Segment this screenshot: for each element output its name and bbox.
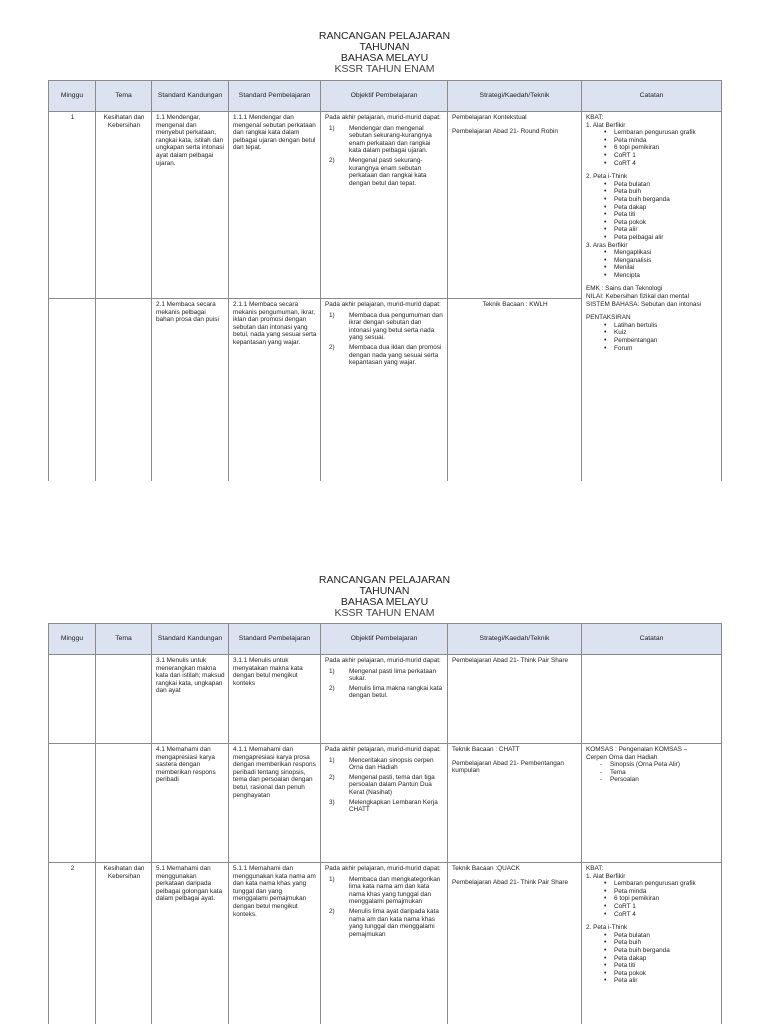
cell-objektif — [321, 744, 448, 863]
cell-catatan — [582, 744, 722, 863]
objective-intro: Pada akhir pelajaran, murid-murid dapat: — [325, 657, 441, 664]
komsas-list — [586, 761, 718, 784]
list-item — [325, 799, 444, 814]
list-item: • Peta buih berganda — [604, 196, 718, 204]
objective-list — [325, 312, 444, 367]
cell-minggu — [49, 655, 96, 744]
item-text: Membaca dua iklan dan promosi dengan nada yang sesuai serta kepantasan yang wajar. — [349, 343, 442, 367]
list-item: - Persoalan — [600, 776, 718, 784]
objective-intro: Pada akhir pelajaran, murid-murid dapat: — [325, 865, 441, 872]
list-item: • Latihan bertulis — [604, 322, 718, 330]
list-item: • CoRT 4 — [604, 911, 718, 919]
list-item: • CoRT 1 — [604, 152, 718, 160]
title-line: BAHASA MELAYU — [340, 596, 429, 608]
list-item: • Peta alir — [604, 977, 718, 985]
item-number: 2) — [329, 684, 335, 692]
list-item: • Peta buih — [604, 939, 718, 947]
list-item: • Peta pokok — [604, 219, 718, 227]
list-item — [325, 876, 444, 906]
item-number: 1) — [329, 124, 335, 132]
cell-standard-kandungan: 3.1 Menulis untuk menerangkan makna kata dan istilah; maksud rangkai kata, ungkapan dan ayat — [152, 655, 229, 744]
lesson-plan-table — [48, 80, 722, 481]
list-item: • Peta bulatan — [604, 181, 718, 189]
title-line-cut: KSSR TAHUN ENAM — [334, 607, 435, 619]
list-item — [325, 125, 444, 155]
strategy-line: Pembelajaran Kontekstual — [452, 114, 527, 121]
list-item: • Lembaran pengurusan grafik — [604, 880, 718, 888]
cell-tema — [96, 299, 152, 481]
item-number: 3) — [329, 798, 335, 806]
objective-intro: Pada akhir pelajaran, murid-murid dapat: — [325, 746, 441, 753]
note-pentaksiran: PENTAKSIRAN — [586, 314, 631, 322]
cell-minggu — [49, 744, 96, 863]
document-title — [48, 30, 721, 75]
document-page-1 — [48, 0, 721, 482]
cell-standard-kandungan: 5.1 Memahami dan menggunakan perkataan daripada pelbagai golongan kata dalam pelbagai ayat. — [152, 863, 229, 1024]
cell-standard-pembelajaran: 3.1.1 Menulis untuk menyatakan makna kata dengan betul mengikut konteks — [229, 655, 321, 744]
list-item — [325, 344, 444, 367]
header-catatan: Catatan — [582, 81, 722, 112]
list-item — [325, 685, 444, 700]
cell-strategi — [448, 744, 582, 863]
objective-list — [325, 876, 444, 939]
cell-catatan — [582, 863, 722, 1024]
list-item: • CoRT 1 — [604, 903, 718, 911]
header-objektif: Objektif Pembelajaran — [321, 81, 448, 112]
item-text: Menulis lima makna rangkai kata dengan betul. — [349, 684, 443, 700]
list-item: • Peta titi — [604, 211, 718, 219]
cell-minggu: 1 — [49, 112, 96, 299]
header-strategi: Strategi/Kaedah/Teknik — [448, 81, 582, 112]
cell-standard-kandungan: 1.1 Mendengar, mengenal dan menyebut perkataan, rangkai kata, istilah dan ungkapan serta intonasi ayat dalam pelbagai ujaran. — [152, 112, 229, 299]
header-standard-pembelajaran: Standard Pembelajaran — [229, 624, 321, 655]
objective-intro: Pada akhir pelajaran, murid-murid dapat: — [325, 301, 441, 308]
alat-berfikir-list — [586, 129, 718, 167]
list-item: • Lembaran pengurusan grafik — [604, 129, 718, 137]
item-number: 2) — [329, 773, 335, 781]
note-sistem-bahasa: SISTEM BAHASA: Sebutan dan intonasi — [586, 300, 702, 308]
cell-tema — [96, 655, 152, 744]
note-nilai: NILAI: Kebersihan fizikal dan mental — [586, 293, 690, 301]
note-alat-berfikir: 1. Alat Berfikir — [586, 121, 626, 129]
header-tema: Tema — [96, 624, 152, 655]
list-item: • Peta pelbagai alir — [604, 234, 718, 242]
list-item: • Peta dakap — [604, 204, 718, 212]
cell-objektif — [321, 655, 448, 744]
item-number: 1) — [329, 311, 335, 319]
note-kbat: KBAT: — [586, 114, 604, 121]
header-objektif: Objektif Pembelajaran — [321, 624, 448, 655]
list-item: • Mencipta — [604, 272, 718, 280]
table-header-row — [49, 624, 722, 655]
item-number: 1) — [329, 667, 335, 675]
list-item: • Peta bulatan — [604, 932, 718, 940]
note-aras-berfikir: 3. Aras Berfikir — [586, 241, 628, 249]
list-item — [325, 908, 444, 938]
list-item: • Menilai — [604, 264, 718, 272]
list-item: • Mengaplikasi — [604, 249, 718, 257]
title-line-cut: KSSR TAHUN ENAM — [334, 63, 435, 75]
header-standard-pembelajaran: Standard Pembelajaran — [229, 81, 321, 112]
item-number: 2) — [329, 343, 335, 351]
list-item — [325, 157, 444, 187]
list-item: • Peta dakap — [604, 955, 718, 963]
item-number: 1) — [329, 875, 335, 883]
cell-minggu: 2 — [49, 863, 96, 1024]
item-text: Mengenal pasti lima perkataan sukar. — [349, 667, 437, 683]
list-item — [325, 757, 444, 772]
strategy-line: Teknik Bacaan :QUACK — [452, 865, 520, 872]
peta-ithink-list — [586, 181, 718, 242]
item-text: Mengenal pasti, tema dan tiga persoalan dalam Pantun Dua Kerat (Nasihat) — [349, 773, 435, 796]
cell-standard-kandungan: 2.1 Membaca secara mekanis pelbagai bahan prosa dan puisi — [152, 299, 229, 481]
cell-standard-pembelajaran: 1.1.1 Mendengar dan mengenal sebutan perkataan dan rangkai kata dalam pelbagai ujaran dengan betul dan tepat. — [229, 112, 321, 299]
list-item: • Peta buih — [604, 188, 718, 196]
header-minggu: Minggu — [49, 624, 96, 655]
list-item — [325, 312, 444, 342]
cell-catatan — [582, 112, 722, 481]
note-alat-berfikir: 1. Alat Berfikir — [586, 872, 626, 880]
item-number: 2) — [329, 907, 335, 915]
item-text: Mendengar dan mengenal sebutan sekurang-kurangnya enam perkataan dan rangkai kata dalam pelbagai ujaran. — [349, 124, 432, 155]
cell-standard-pembelajaran: 2.1.1 Membaca secara mekanis pengumuman, ikrar, iklan dan promosi dengan sebutan dan intonasi yang betul, nada yang sesuai serta kepantasan yang wajar. — [229, 299, 321, 481]
item-text: Menceritakan sinopsis cerpen Orna dan Hadiah — [349, 756, 434, 772]
list-item: • Forum — [604, 345, 718, 353]
strategy-line: Pembelajaran Abad 21- Pembentangan kumpulan — [452, 759, 564, 775]
table-row — [49, 655, 722, 744]
list-item: • Kuiz — [604, 329, 718, 337]
strategy-line: Pembelajaran Abad 21- Round Robin — [452, 127, 558, 135]
lesson-plan-table — [48, 623, 722, 1024]
cell-strategi — [448, 863, 582, 1024]
list-item: • 6 topi pemikiran — [604, 895, 718, 903]
aras-berfikir-list — [586, 249, 718, 279]
list-item: • Peta pokok — [604, 970, 718, 978]
note-peta-ithink: 2. Peta i-Think — [586, 173, 628, 181]
cell-standard-kandungan: 4.1 Memahami dan mengapresiasi karya sastera dengan memberikan respons peribadi — [152, 744, 229, 863]
header-standard-kandungan: Standard Kandungan — [152, 81, 229, 112]
cell-tema — [96, 744, 152, 863]
list-item: • Peta buih berganda — [604, 947, 718, 955]
document-title — [48, 574, 721, 619]
cell-standard-pembelajaran: 4.1.1 Memahami dan mengapresiasi karya prosa dengan memberikan respons peribadi tentang sinopsis, tema dan persoalan dengan betul, rasional dan penuh penghayatan — [229, 744, 321, 863]
header-catatan: Catatan — [582, 624, 722, 655]
header-minggu: Minggu — [49, 81, 96, 112]
objective-list — [325, 125, 444, 188]
objective-intro: Pada akhir pelajaran, murid-murid dapat: — [325, 114, 441, 121]
header-standard-kandungan: Standard Kandungan — [152, 624, 229, 655]
list-item: • 6 topi pemikiran — [604, 144, 718, 152]
cell-tema: Kesihatan dan Kebersihan — [96, 863, 152, 1024]
note-cerpen: Cerpen Orna dan Hadiah — [586, 753, 658, 761]
cell-objektif — [321, 863, 448, 1024]
item-number: 2) — [329, 156, 335, 164]
table-row — [49, 744, 722, 863]
list-item: • Peta minda — [604, 888, 718, 896]
cell-objektif — [321, 299, 448, 481]
title-line: BAHASA MELAYU — [340, 52, 429, 64]
table-row — [49, 863, 722, 1024]
cell-catatan — [582, 655, 722, 744]
pentaksiran-list — [586, 322, 718, 352]
list-item: • Peta minda — [604, 137, 718, 145]
list-item: • Pembentangan — [604, 337, 718, 345]
title-line: RANCANGAN PELAJARAN — [318, 574, 451, 586]
item-text: Membaca dan mengkategorikan lima kata nama am dan kata nama khas yang tunggal dan menggalami pemajmukan — [349, 875, 441, 906]
title-line: TAHUNAN — [359, 41, 410, 53]
strategy-line: Teknik Bacaan : CHATT — [452, 746, 520, 753]
cell-strategi: Teknik Bacaan : KWLH — [448, 299, 582, 481]
objective-list — [325, 668, 444, 700]
list-item: - Tema — [600, 769, 718, 777]
cell-standard-pembelajaran: 5.1.1 Memahami dan menggunakan kata nama am dan kata nama khas yang tunggal dan yang menggalami pemajmukan dengan betul mengikut konteks. — [229, 863, 321, 1024]
note-peta-ithink: 2. Peta i-Think — [586, 924, 628, 932]
cell-tema: Kesihatan dan Kebersihan — [96, 112, 152, 299]
note-kbat: KBAT: — [586, 865, 604, 872]
cell-objektif — [321, 112, 448, 299]
title-line: RANCANGAN PELAJARAN — [318, 30, 451, 42]
cell-strategi — [448, 655, 582, 744]
header-strategi: Strategi/Kaedah/Teknik — [448, 624, 582, 655]
header-tema: Tema — [96, 81, 152, 112]
table-header-row — [49, 81, 722, 112]
note-komsas: KOMSAS : Pengenalan KOMSAS – — [586, 746, 688, 753]
objective-list — [325, 757, 444, 814]
list-item: • Peta titi — [604, 962, 718, 970]
item-text: Menulis lima ayat daripada kata nama am dan kata nama khas yang tunggal dan menggalami pemajmukan — [349, 907, 439, 938]
cell-strategi — [448, 112, 582, 299]
table-row — [49, 112, 722, 299]
list-item: • CoRT 4 — [604, 160, 718, 168]
item-text: Melengkapkan Lembaran Kerja CHATT — [349, 798, 438, 814]
strategy-line: Pembelajaran Abad 21- Think Pair Share — [452, 878, 569, 886]
strategy-line: Pembelajaran Abad 21- Think Pair Share — [452, 657, 569, 664]
item-text: Mengenal pasti sekurang-kurangnya enam sebutan perkataan dan rangkai kata dengan betul dan tepat. — [349, 156, 427, 187]
alat-berfikir-list — [586, 880, 718, 918]
item-text: Membaca dua pengumuman dan ikrar dengan sebutan dan intonasi yang betul serta nada yang sesuai. — [349, 311, 443, 342]
list-item — [325, 774, 444, 797]
list-item: • Menganalisis — [604, 257, 718, 265]
list-item: - Sinopsis (Orna Peta Alir) — [600, 761, 718, 769]
cell-minggu — [49, 299, 96, 481]
title-line: TAHUNAN — [359, 585, 410, 597]
list-item — [325, 668, 444, 683]
document-page-2 — [48, 545, 721, 1024]
list-item: • Peta alir — [604, 226, 718, 234]
peta-ithink-list — [586, 932, 718, 985]
item-number: 1) — [329, 756, 335, 764]
note-emk: EMK : Sains dan Teknologi — [586, 285, 663, 293]
